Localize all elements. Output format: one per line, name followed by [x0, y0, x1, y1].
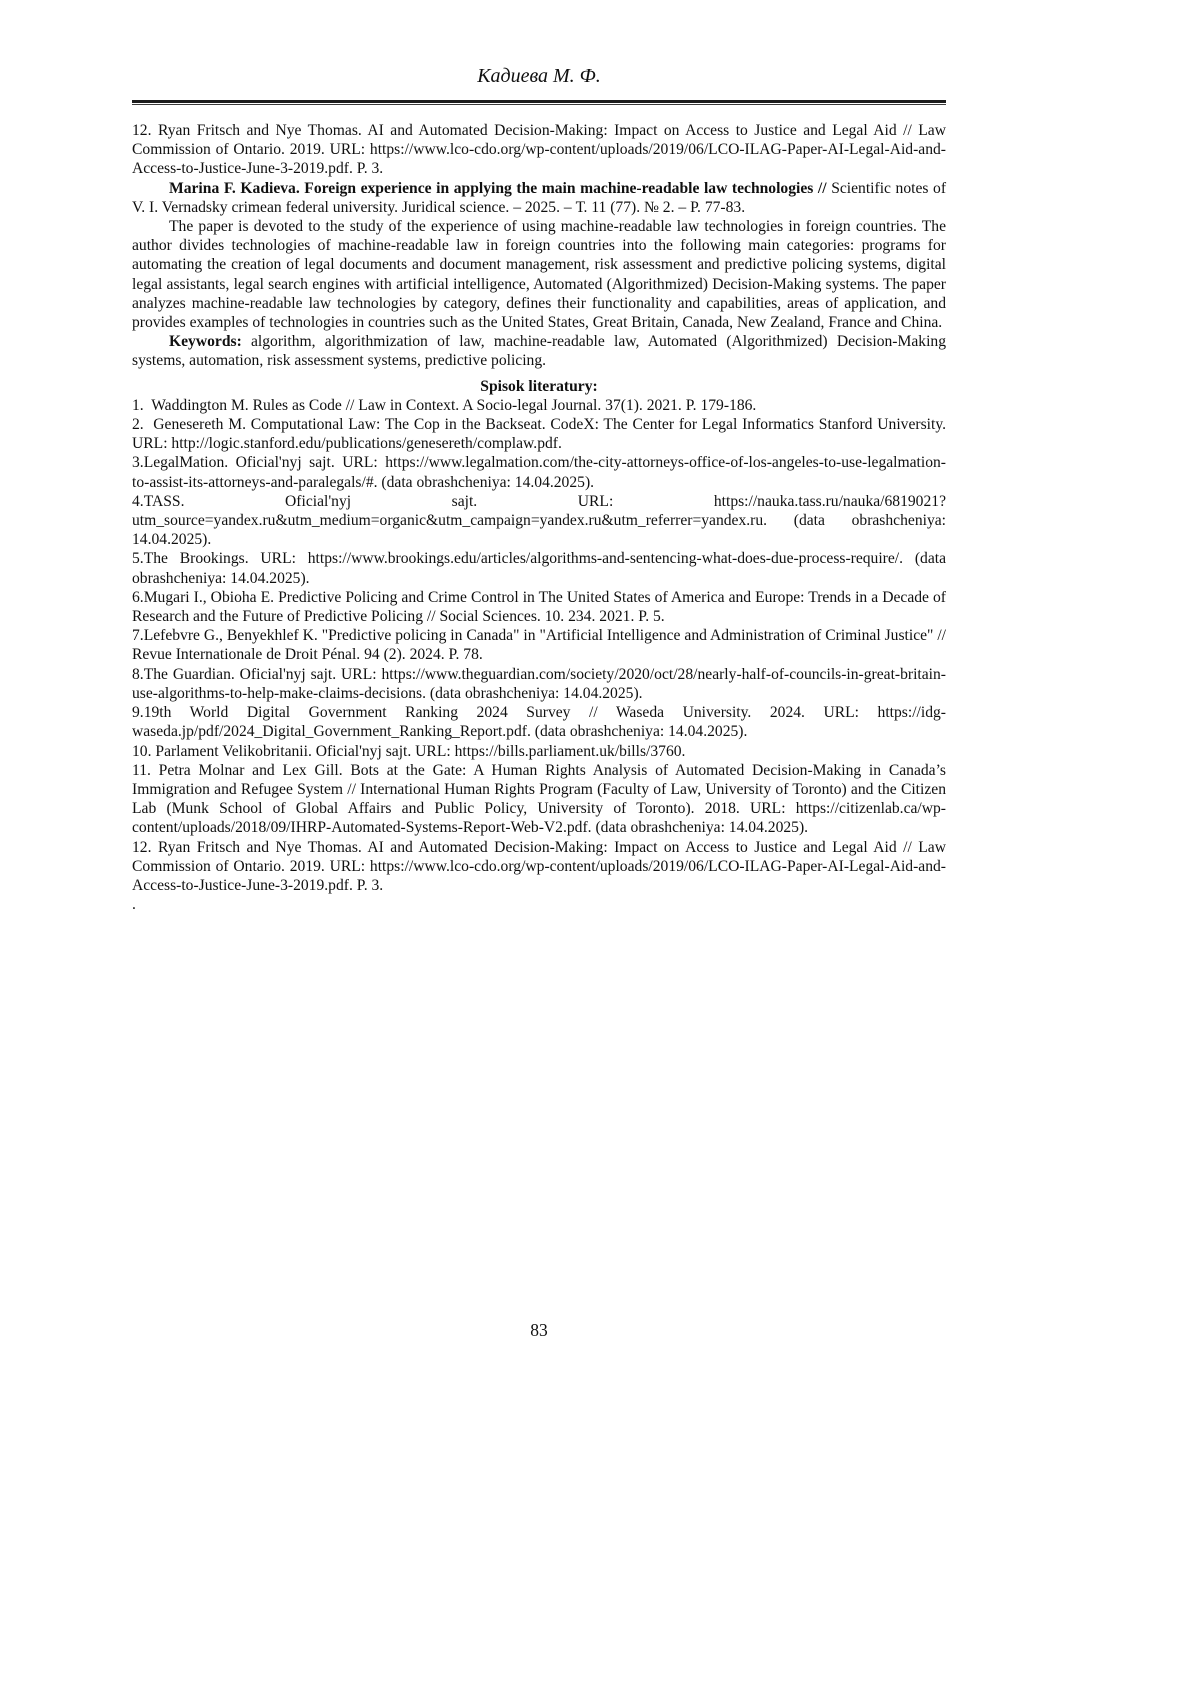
header-rule	[132, 100, 946, 105]
citation-title: Marina F. Kadieva. Foreign experience in applying the main machine-readable law technologies //	[169, 179, 827, 197]
reference-item: 3.LegalMation. Oficial'nyj sajt. URL: https://www.legalmation.com/the-city-attorneys-office-of-los-angeles-to-use-legalmation-to-assist-its-attorneys-and-paralegals/#. (data obrashcheniya: 14.04.2025).	[132, 454, 946, 491]
citation-source: Scientific notes of V. I. Vernadsky crimean federal university. Juridical science. – 2025. – Т. 11 (77). № 2. – P. 77-83.	[132, 179, 947, 216]
keywords	[132, 332, 946, 370]
reference-carryover: 12. Ryan Fritsch and Nye Thomas. AI and Automated Decision-Making: Impact on Access to Justice and Legal Aid // Law Commission of Ontario. 2019. URL: https://www.lco-cdo.org/wp-content/uploads/2019/06/LCO-ILAG-Paper-AI-Legal-Aid-and-Access-to-Justice-June-3-2019.pdf. P. 3.	[132, 122, 946, 178]
page-number: 83	[530, 1320, 548, 1340]
reference-item: 11. Petra Molnar and Lex Gill. Bots at the Gate: A Human Rights Analysis of Automated Decision-Making in Canada’s Immigration and Refugee System // International Human Rights Program (Faculty of Law, University of Toronto) and the Citizen Lab (Munk School of Global Affairs and Public Policy, University of Toronto). 2018. URL: https://citizenlab.ca/wp-content/uploads/2018/09/IHRP-Automated-Systems-Report-Web-V2.pdf. (data obrashcheniya: 14.04.2025).	[132, 761, 946, 837]
keywords-label: Keywords:	[169, 333, 242, 351]
reference-item: 6.Mugari I., Obioha E. Predictive Policing and Crime Control in The United States of America and Europe: Trends in a Decade of Research and the Future of Predictive Policing // Social Sciences. 10. 234. 2021. P. 5.	[132, 588, 946, 626]
reference-item: 2. Genesereth M. Computational Law: The Cop in the Backseat. CodeX: The Center for Legal Informatics Stanford University. URL: http://logic.stanford.edu/publications/genesereth/complaw.pdf.	[132, 416, 946, 453]
reference-item: 5.The Brookings. URL: https://www.brookings.edu/articles/algorithms-and-sentencing-what-does-due-process-require/. (data obrashcheniya: 14.04.2025).	[132, 550, 946, 587]
reference-item: 8.The Guardian. Oficial'nyj sajt. URL: https://www.theguardian.com/society/2020/oct/28/nearly-half-of-councils-in-great-britain-use-algorithms-to-help-make-claims-decisions. (data obrashcheniya: 14.04.2025).	[132, 665, 946, 702]
reference-item: 7.Lefebvre G., Benyekhlef K. "Predictive policing in Canada" in "Artificial Intelligence and Administration of Criminal Justice" // Revue Internationale de Droit Pénal. 94 (2). 2024. P. 78.	[132, 627, 946, 664]
trailing-period: .	[132, 896, 136, 914]
running-head: Кадиева М. Ф.	[477, 65, 601, 87]
keywords-text: algorithm, algorithmization of law, machine-readable law, Automated (Algorithmized) Decision-Making systems, automation, risk assessment systems, predictive policing.	[132, 333, 946, 370]
reference-item: 12. Ryan Fritsch and Nye Thomas. AI and Automated Decision-Making: Impact on Access to Justice and Legal Aid // Law Commission of Ontario. 2019. URL: https://www.lco-cdo.org/wp-content/uploads/2019/06/LCO-ILAG-Paper-AI-Legal-Aid-and-Access-to-Justice-June-3-2019.pdf. P. 3.	[132, 838, 946, 894]
reference-item: 1. Waddington M. Rules as Code // Law in Context. A Socio-legal Journal. 37(1). 2021. P. 179-186.	[132, 396, 757, 414]
page-body	[132, 121, 946, 914]
reference-item: 9.19th World Digital Government Ranking 2024 Survey // Waseda University. 2024. URL: https://idg-waseda.jp/pdf/2024_Digital_Government_Ranking_Report.pdf. (data obrashcheniya: 14.04.2025).	[132, 704, 946, 741]
article-citation	[132, 179, 946, 217]
reference-item: 10. Parlament Velikobritanii. Oficial'nyj sajt. URL: https://bills.parliament.uk/bills/3760.	[132, 742, 686, 760]
references-heading: Spisok literatury:	[480, 377, 598, 395]
reference-item: 4.TASS. Oficial'nyj sajt. URL: https://nauka.tass.ru/nauka/6819021?utm_source=yandex.ru&utm_medium=organic&utm_campaign=yandex.ru&utm_referrer=yandex.ru. (data obrashcheniya: 14.04.2025).	[132, 492, 946, 549]
abstract-text: The paper is devoted to the study of the experience of using machine-readable law technologies in foreign countries. The author divides technologies of machine-readable law in foreign countries into the following main categories: programs for automating the creation of legal documents and document management, risk assessment and predictive policing systems, digital legal assistants, legal search engines with artificial intelligence, Automated (Algorithmized) Decision-Making systems. The paper analyzes machine-readable law technologies by category, defines their functionality and capabilities, areas of application, and provides examples of technologies in countries such as the United States, Great Britain, Canada, New Zealand, France and China.	[132, 218, 946, 332]
